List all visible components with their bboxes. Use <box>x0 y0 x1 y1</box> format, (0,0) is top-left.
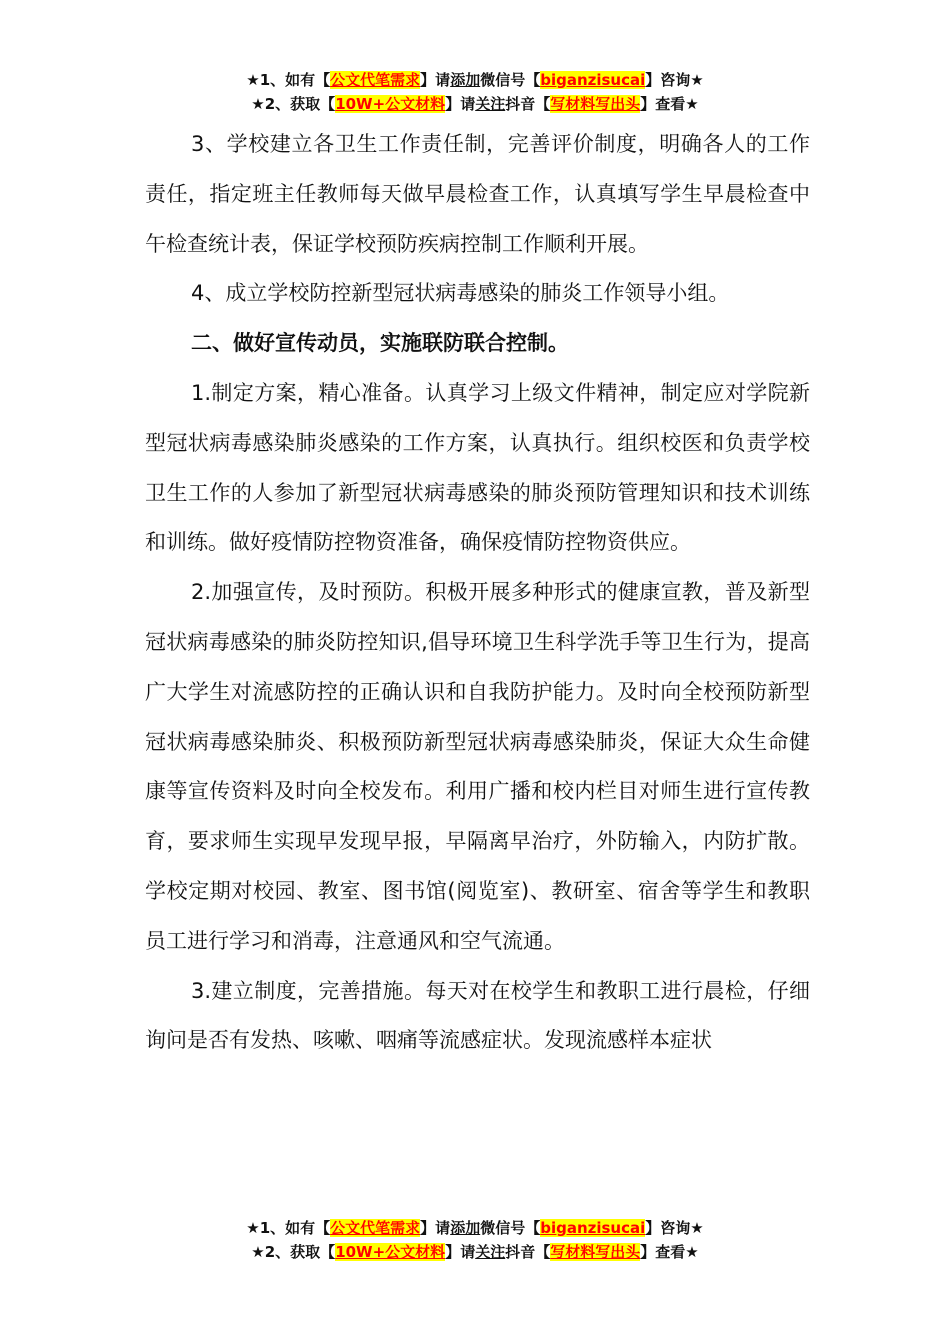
banner-text: 】请 <box>445 95 476 113</box>
footer-banner <box>0 1216 950 1264</box>
underlined-word: 添加 <box>450 1219 481 1237</box>
highlight-materials: 10W+公文材料 <box>335 95 446 113</box>
banner-text: 】咨询★ <box>645 71 704 89</box>
highlight-materials: 10W+公文材料 <box>335 1243 446 1261</box>
paragraph: 4、成立学校防控新型冠状病毒感染的肺炎工作领导小组。 <box>191 281 730 306</box>
highlight-douyin-id: 写材料写出头 <box>550 95 641 113</box>
section-heading: 二、做好宣传动员，实施联防联合控制。 <box>191 331 569 356</box>
banner-text: 微信号【 <box>480 1219 541 1237</box>
banner-text: 】请 <box>420 1219 451 1237</box>
paragraph: 2.加强宣传，及时预防。积极开展多种形式的健康宣教，普及新型冠状病毒感染的肺炎防控知识,倡导环境卫生科学洗手等卫生行为，提高广大学生对流感防控的正确认识和自我防护能力。及时向全校预防新型冠状病毒感染肺炎、积极预防新型冠状病毒感染肺炎，保证大众生命健康等宣传资料及时向全校发布。利用广播和校内栏目对师生进行宣传教育，要求师生实现早发现早报，早隔离早治疗，外防输入，内防扩散。学校定期对校园、教室、图书馆(阅览室)、教研室、宿舍等学生和教职员工进行学习和消毒，注意通风和空气流通。 <box>145 580 810 953</box>
banner-line-1 <box>0 68 950 92</box>
banner-text: 抖音【 <box>505 95 551 113</box>
highlight-douyin-id: 写材料写出头 <box>550 1243 641 1261</box>
header-banner <box>0 68 950 116</box>
underlined-word: 添加 <box>450 71 481 89</box>
underlined-word: 关注 <box>475 95 506 113</box>
banner-text: ★1、如有【 <box>246 71 331 89</box>
banner-line-2 <box>0 1240 950 1264</box>
paragraph: 3.建立制度，完善措施。每天对在校学生和教职工进行晨检，仔细询问是否有发热、咳嗽、咽痛等流感症状。发现流感样本症状 <box>145 978 810 1053</box>
paragraph: 1.制定方案，精心准备。认真学习上级文件精神，制定应对学院新型冠状病毒感染肺炎感染的工作方案，认真执行。组织校医和负责学校卫生工作的人参加了新型冠状病毒感染的肺炎预防管理知识和技术训练和训练。做好疫情防控物资准备，确保疫情防控物资供应。 <box>145 380 810 555</box>
banner-text: 】查看★ <box>640 95 699 113</box>
banner-text: 】咨询★ <box>645 1219 704 1237</box>
highlight-service: 公文代笔需求 <box>330 71 421 89</box>
banner-text: 抖音【 <box>505 1243 551 1261</box>
banner-text: ★1、如有【 <box>246 1219 331 1237</box>
document-body <box>145 120 810 1066</box>
banner-text: 】查看★ <box>640 1243 699 1261</box>
banner-text: ★2、获取【 <box>251 95 336 113</box>
banner-line-1 <box>0 1216 950 1240</box>
banner-line-2 <box>0 92 950 116</box>
highlight-service: 公文代笔需求 <box>330 1219 421 1237</box>
highlight-wechat-id: biganzisucai <box>540 71 646 89</box>
banner-text: ★2、获取【 <box>251 1243 336 1261</box>
underlined-word: 关注 <box>475 1243 506 1261</box>
banner-text: 微信号【 <box>480 71 541 89</box>
highlight-wechat-id: biganzisucai <box>540 1219 646 1237</box>
paragraph: 3、学校建立各卫生工作责任制，完善评价制度，明确各人的工作责任，指定班主任教师每天做早晨检查工作，认真填写学生早晨检查中午检查统计表，保证学校预防疾病控制工作顺利开展。 <box>145 132 810 256</box>
banner-text: 】请 <box>420 71 451 89</box>
banner-text: 】请 <box>445 1243 476 1261</box>
